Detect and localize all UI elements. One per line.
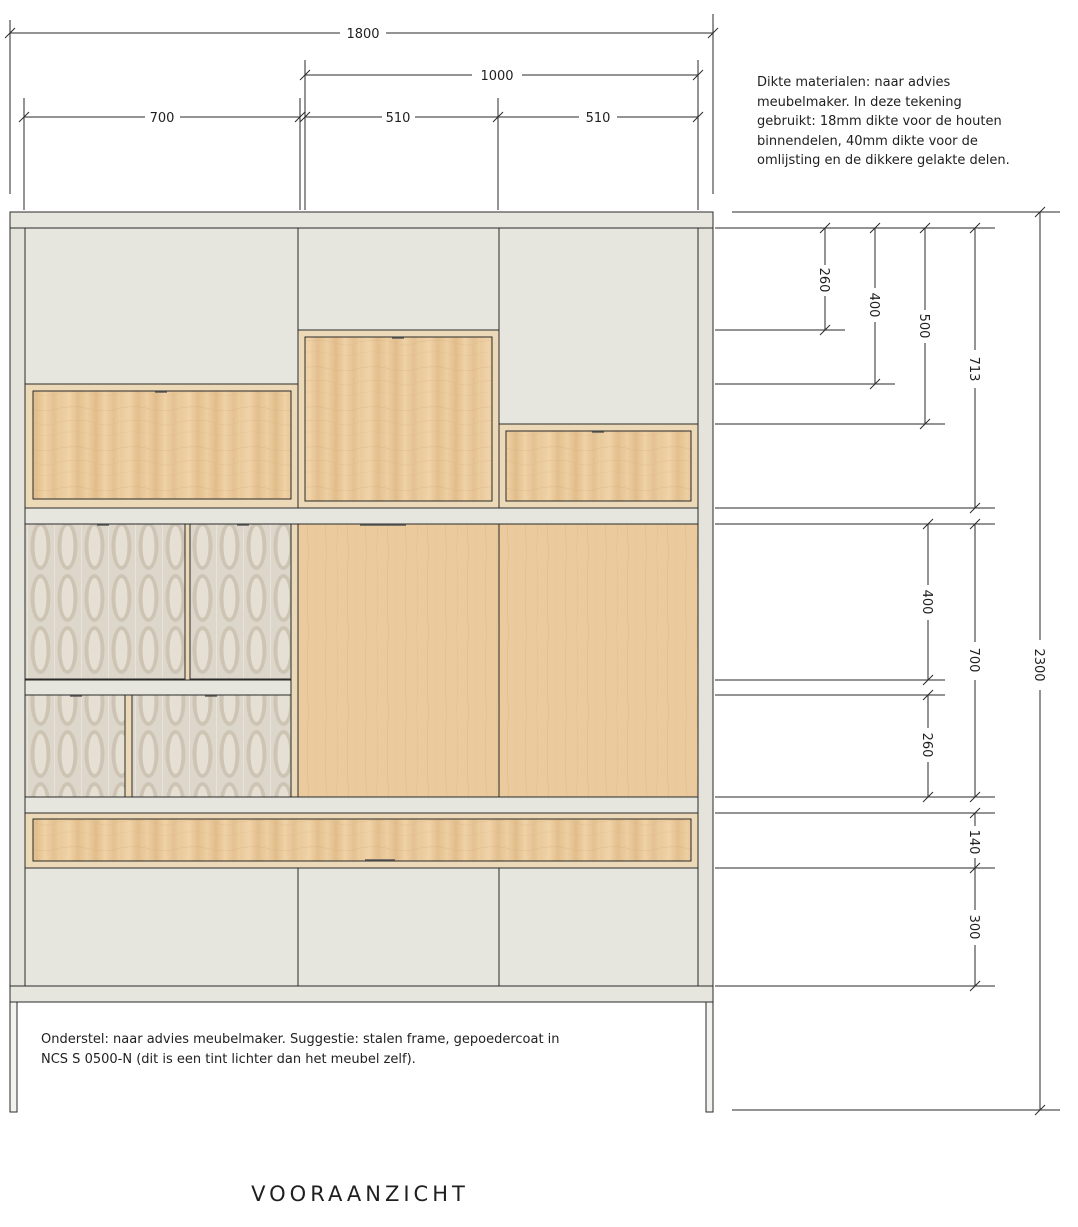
dim-width-right: 1000 — [480, 69, 514, 84]
dim-height-total: 2300 — [1031, 648, 1046, 682]
materials-note — [757, 73, 1057, 171]
materials-note-line: gebruikt: 18mm dikte voor de houten — [757, 114, 1002, 129]
frame-bottom — [10, 986, 713, 1002]
dimensions-right — [715, 207, 1060, 1115]
onderstel-note-line: Onderstel: naar advies meubelmaker. Suggestie: stalen frame, gepoedercoat in — [41, 1032, 560, 1047]
frame-right-post — [698, 212, 713, 1002]
materials-note-line: Dikte materialen: naar advies — [757, 75, 951, 90]
dim-height-mid-lower: 260 — [919, 732, 934, 758]
materials-note-line: binnendelen, 40mm dikte voor de — [757, 133, 978, 149]
materials-note-line: omlijsting en de dikkere gelakte delen. — [757, 153, 1010, 168]
top-right-door[interactable] — [506, 431, 691, 501]
bottom-right-panel — [499, 868, 698, 986]
dim-height-drawer: 140 — [966, 829, 981, 855]
leg-right — [706, 1002, 713, 1112]
lower-shelf — [25, 797, 698, 813]
frame-left-post — [10, 212, 25, 1002]
dim-height-mid-upper: 400 — [919, 589, 934, 615]
bottom-left-panel — [25, 868, 298, 986]
middle-shelf — [25, 508, 698, 524]
tile-door-upper-right[interactable] — [190, 524, 291, 679]
dimensions-top — [5, 14, 718, 210]
dim-height-mid-top: 400 — [866, 292, 881, 318]
onderstel-note — [41, 1030, 641, 1069]
onderstel-note-line: NCS S 0500-N (dit is een tint lichter dan het meubel zelf). — [41, 1051, 416, 1067]
dim-width-right-col: 510 — [585, 111, 611, 126]
cabinet — [10, 212, 713, 1002]
top-right-panel — [499, 228, 698, 424]
dim-height-mid-section: 700 — [966, 647, 981, 673]
dim-width-left: 700 — [149, 111, 175, 126]
dim-height-bottom: 300 — [966, 914, 981, 940]
leg-left — [10, 1002, 17, 1112]
dim-height-left-top: 260 — [816, 267, 831, 293]
drawing-title: VOORAANZICHT — [251, 1182, 469, 1206]
large-door-left[interactable] — [298, 524, 499, 797]
tile-door-upper-left[interactable] — [25, 524, 185, 679]
dim-height-top-section: 713 — [966, 356, 981, 382]
dim-height-right-top: 500 — [916, 313, 931, 339]
top-mid-door[interactable] — [305, 337, 492, 501]
top-left-panel — [25, 228, 298, 384]
dimension-labels-right — [816, 268, 1046, 940]
drawer-front[interactable] — [33, 819, 691, 861]
tile-door-lower-left[interactable] — [25, 695, 125, 797]
tile-shelf — [25, 680, 291, 695]
tile-door-lower-right[interactable] — [132, 695, 291, 797]
dim-width-mid: 510 — [385, 111, 411, 126]
bottom-mid-panel — [298, 868, 499, 986]
large-door-right[interactable] — [499, 524, 698, 797]
materials-note-line: meubelmaker. In deze tekening — [757, 94, 962, 110]
dimension-labels-top — [150, 27, 611, 126]
dim-width-total: 1800 — [346, 27, 380, 42]
top-mid-panel — [298, 228, 499, 330]
top-left-door[interactable] — [33, 391, 291, 499]
frame-top — [10, 212, 713, 228]
